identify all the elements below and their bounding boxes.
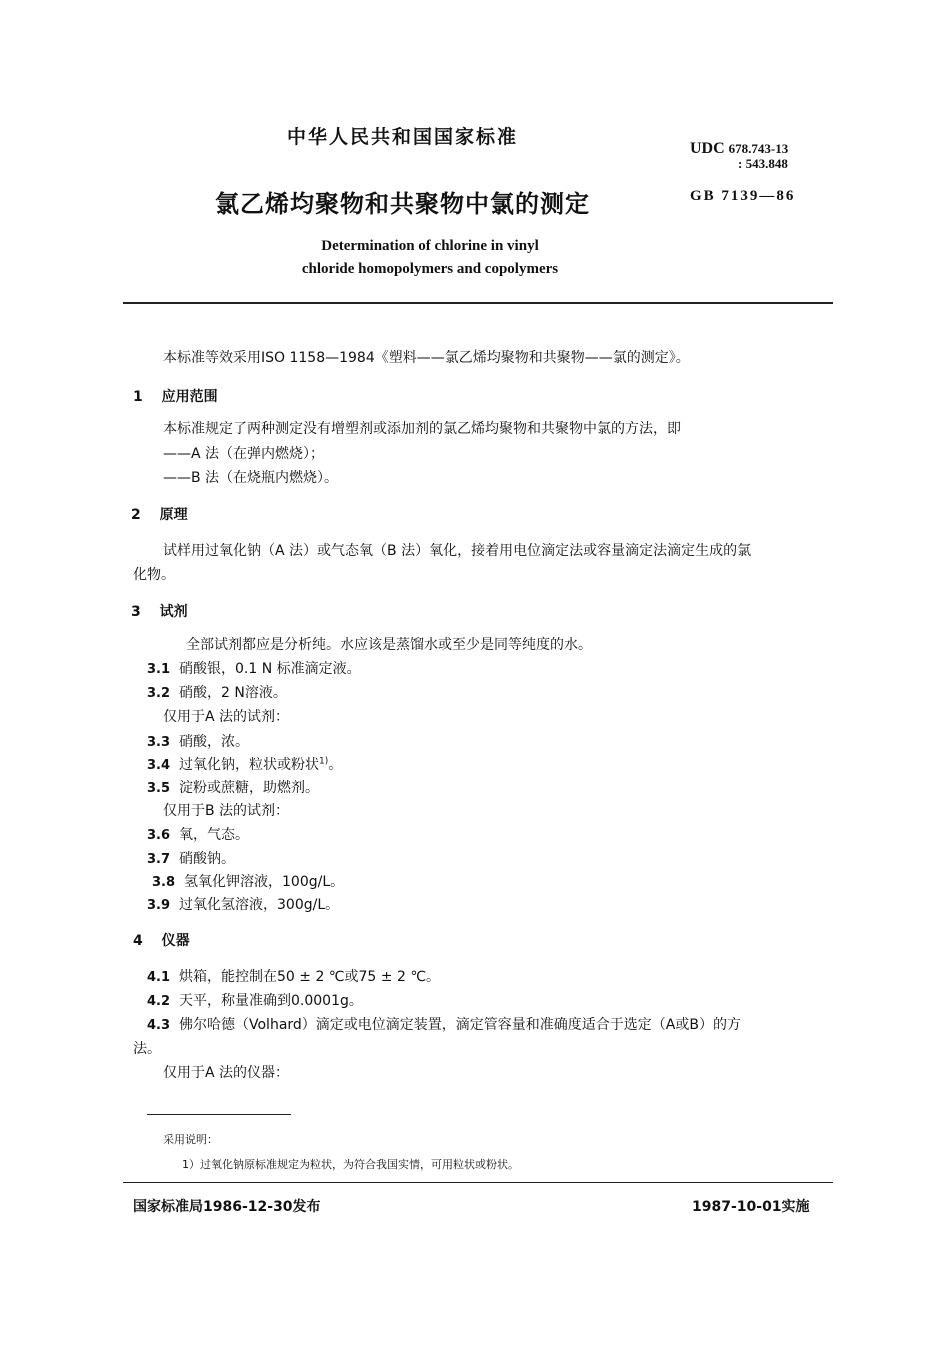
item-number: 3.2 [147,686,171,701]
item-text: 佛尔哈德（Volhard）滴定或电位滴定装置，滴定管容量和准确度适合于选定（A或B）的方 [179,1017,741,1033]
item-number: 3.5 [147,781,171,796]
item-text: 硝酸银，0.1 N 标准滴定液。 [179,661,361,677]
document-title-english-line2: chloride homopolymers and copolymers [301,261,559,277]
list-item [152,871,344,891]
list-item [147,754,342,774]
section-3-heading [131,601,188,621]
header-divider [123,302,833,304]
document-title-english-line1: Determination of chlorine in vinyl [321,238,539,254]
item-text: 烘箱，能控制在50 ± 2 ℃或75 ± 2 ℃。 [179,969,441,985]
section-4-number: 4 [133,933,143,949]
section-3-title: 试剂 [159,604,188,620]
item-number: 3.3 [147,735,171,750]
udc-code-2: : 543.848 [738,156,788,171]
item-text: 氧，气态。 [179,827,249,843]
list-item [147,731,249,751]
list-item [147,966,440,986]
footnote-ref: 1) [319,756,329,767]
udc-code-1: 678.743-13 [728,141,789,156]
section-4-title: 仪器 [161,933,190,949]
list-item [147,682,287,702]
footnote-divider [147,1114,291,1115]
footnote-label: 采用说明： [163,1133,218,1146]
section-4-heading [133,930,190,950]
list-item [147,777,319,797]
item-number: 3.9 [147,898,171,913]
section-1-text: 本标准规定了两种测定没有增塑剂或添加剂的氯乙烯均聚物和共聚物中氯的方法，即 [163,421,681,437]
section-3-number: 3 [131,604,141,620]
item-text: 硝酸，2 N溶液。 [179,685,287,701]
a-only-instruments-label: 仅用于A 法的仪器： [163,1065,290,1081]
item-text: 硝酸钠。 [179,851,235,867]
item-text: 氢氧化钾溶液，100g/L。 [184,874,345,890]
intro-paragraph: 本标准等效采用ISO 1158—1984《塑料——氯乙烯均聚物和共聚物——氯的测定》。 [163,350,690,366]
item-text: 淀粉或蔗糖，助燃剂。 [179,780,319,796]
section-2-title: 原理 [159,507,188,523]
method-a-item: ——A 法（在弹内燃烧）； [163,446,325,462]
item-4-3-continuation: 法。 [133,1041,161,1057]
issue-date: 国家标准局1986-12-30发布 [133,1199,321,1215]
section-1-title: 应用范围 [161,389,218,405]
list-item [147,1014,741,1034]
item-number: 4.3 [147,1018,171,1033]
method-b-item: ——B 法（在烧瓶内燃烧）。 [163,470,339,486]
document-title-chinese: 氯乙烯均聚物和共聚物中氯的测定 [215,190,590,218]
item-text: 硝酸，浓。 [179,734,249,750]
b-only-reagents-label: 仅用于B 法的试剂： [163,803,290,819]
section-2-text-line2: 化物。 [133,567,175,583]
footnote-text: 1）过氧化钠原标准规定为粒状，为符合我国实情，可用粒状或粉状。 [182,1158,519,1171]
udc-label: UDC [690,140,725,157]
section-1-heading [133,386,218,406]
item-number: 3.8 [152,875,176,890]
a-only-reagents-label: 仅用于A 法的试剂： [163,709,290,725]
section-2-number: 2 [131,507,141,523]
item-text: 过氧化氢溶液，300g/L。 [179,897,340,913]
list-item [147,848,235,868]
standard-header-title: 中华人民共和国国家标准 [287,126,519,148]
item-number: 4.2 [147,994,171,1009]
item-text: 过氧化钠，粒状或粉状 [179,757,319,773]
section-2-text-line1: 试样用过氧化钠（A 法）或气态氧（B 法）氧化，接着用电位滴定法或容量滴定法滴定生成的氯 [163,543,752,559]
list-item [147,658,361,678]
list-item [147,894,339,914]
list-item [147,824,249,844]
item-number: 3.4 [147,758,171,773]
effective-date: 1987-10-01实施 [692,1199,810,1215]
item-number: 3.1 [147,662,171,677]
section-3-intro: 全部试剂都应是分析纯。水应该是蒸馏水或至少是同等纯度的水。 [186,637,592,653]
item-number: 4.1 [147,970,171,985]
section-1-number: 1 [133,389,143,405]
footer-divider [123,1182,833,1183]
item-text: 天平，称量准确到0.0001g。 [179,993,363,1009]
list-item [147,990,363,1010]
item-number: 3.6 [147,828,171,843]
item-number: 3.7 [147,852,171,867]
section-2-heading [131,504,188,524]
item-text-tail: 。 [328,757,343,773]
udc-block [690,141,788,171]
gb-number: GB 7139—86 [690,188,796,204]
